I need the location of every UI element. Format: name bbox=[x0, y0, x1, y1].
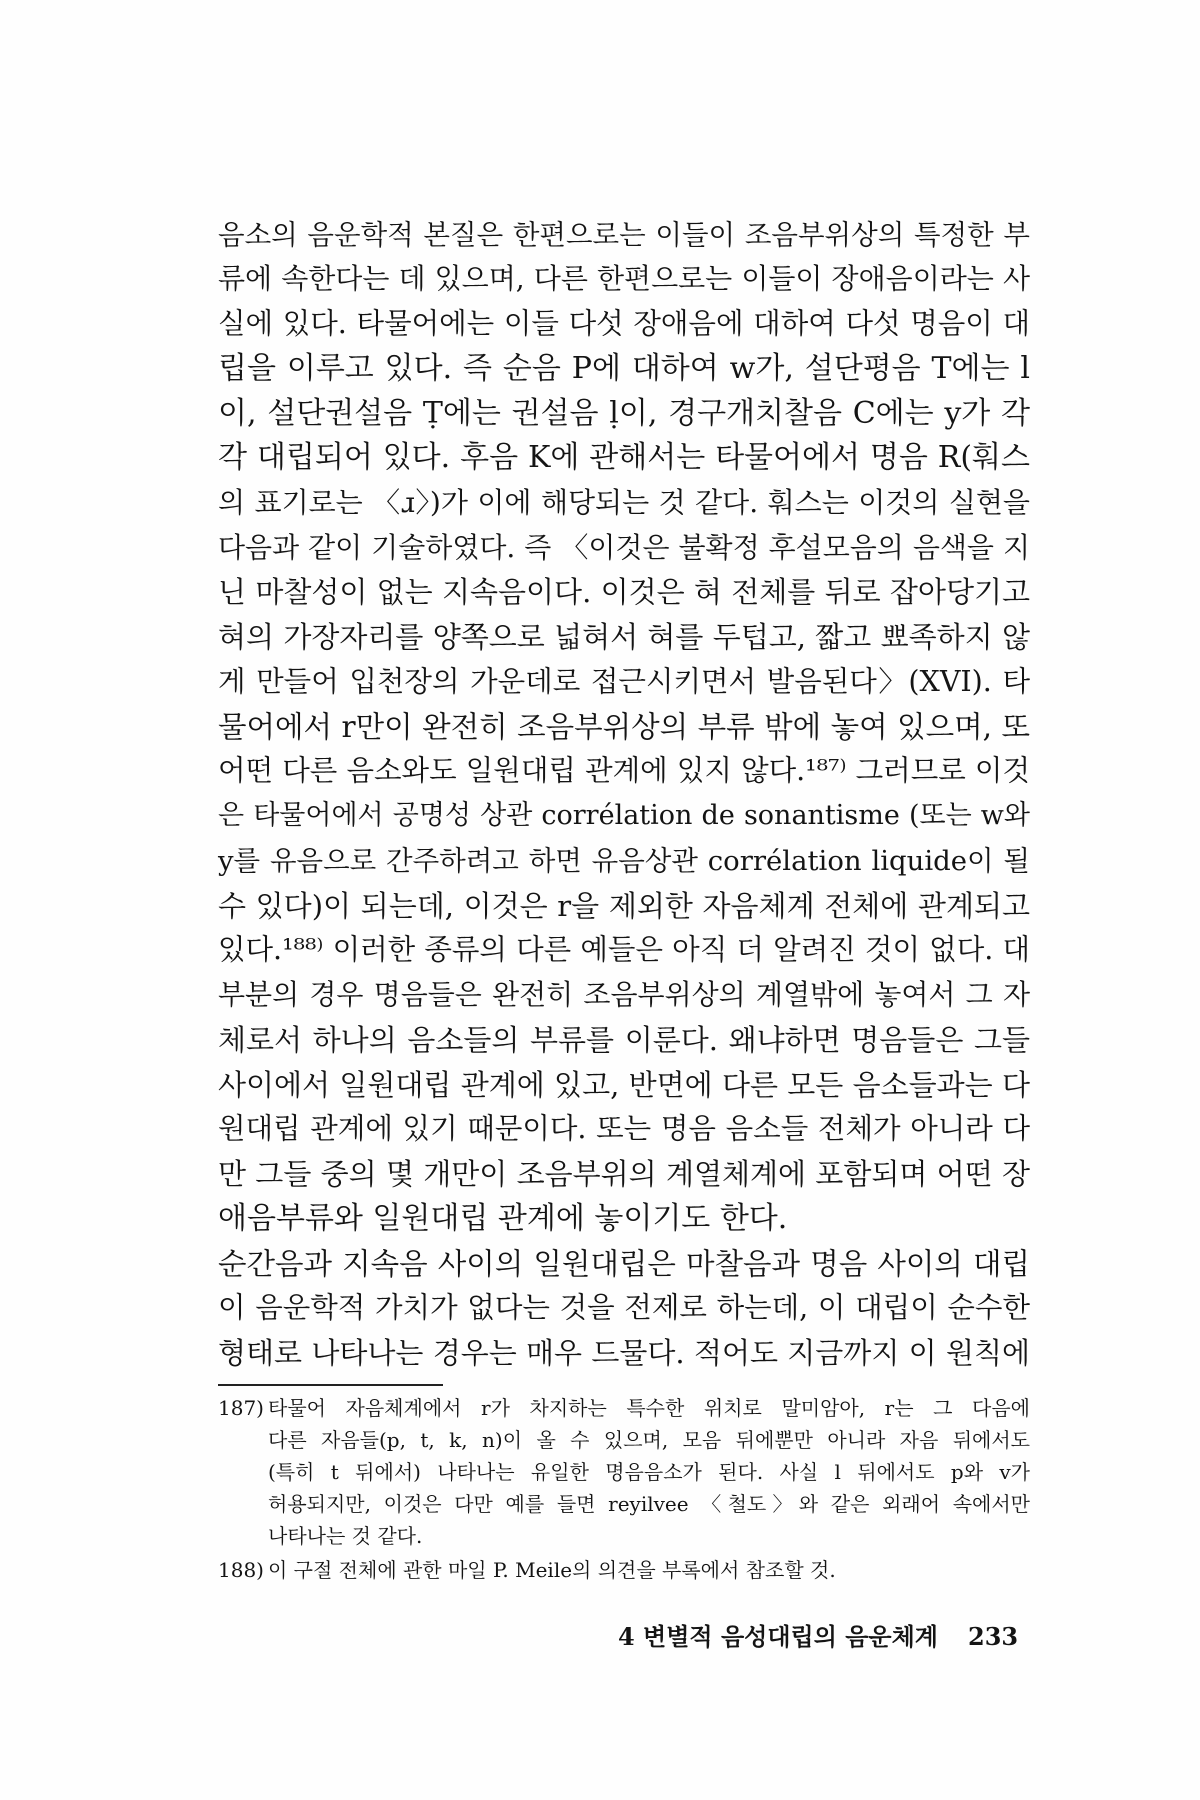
footnote-line: 타물어 자음체계에서 r가 차지하는 특수한 위치로 말미암아, r는 그 다음에 bbox=[268, 1396, 1030, 1420]
body-line: 어떤 다른 음소와도 일원대립 관계에 있지 않다.¹⁸⁷⁾ 그러므로 이것 bbox=[218, 754, 1030, 787]
body-line: 류에 속한다는 데 있으며, 다른 한편으로는 이들이 장애음이라는 사 bbox=[218, 262, 1030, 295]
footnote-number: 188) bbox=[218, 1558, 264, 1582]
body-line: 만 그들 중의 몇 개만이 조음부위의 계열체계에 포함되며 어떤 장 bbox=[218, 1157, 1030, 1191]
page-number: 233 bbox=[968, 1622, 1019, 1651]
body-line: 형태로 나타나는 경우는 매우 드물다. 적어도 지금까지 이 원칙에 bbox=[218, 1336, 1030, 1370]
body-line: 순간음과 지속음 사이의 일원대립은 마찰음과 명음 사이의 대립 bbox=[218, 1247, 1030, 1281]
body-line: 이 음운학적 가치가 없다는 것을 전제로 하는데, 이 대립이 순수한 bbox=[218, 1291, 1030, 1324]
body-line: 은 타물어에서 공명성 상관 corrélation de sonantisme (또는 w와 bbox=[218, 800, 1030, 831]
body-line: 수 있다)이 되는데, 이것은 r을 제외한 자음체계 전체에 관계되고 bbox=[218, 889, 1030, 923]
running-footer-title: 4 변별적 음성대립의 음운체계 bbox=[618, 1622, 938, 1651]
footnote-line: 나타나는 것 같다. bbox=[268, 1524, 423, 1548]
body-line: 음소의 음운학적 본질은 한편으로는 이들이 조음부위상의 특정한 부 bbox=[218, 219, 1030, 251]
body-line: 부분의 경우 명음들은 완전히 조음부위상의 계열밖에 놓여서 그 자 bbox=[218, 978, 1030, 1011]
body-line: 의 표기로는 〈ɹ〉)가 이에 해당되는 것 같다. 훠스는 이것의 실현을 bbox=[218, 486, 1030, 519]
body-line: 원대립 관계에 있기 때문이다. 또는 명음 음소들 전체가 아니라 다 bbox=[218, 1112, 1030, 1145]
body-line: 닌 마찰성이 없는 지속음이다. 이것은 혀 전체를 뒤로 잡아당기고 bbox=[218, 575, 1030, 609]
footnote-number: 187) bbox=[218, 1396, 264, 1420]
footnote-line: 이 구절 전체에 관한 마일 P. Meile의 의견을 부록에서 참조할 것. bbox=[268, 1558, 836, 1582]
body-line: 게 만들어 입천장의 가운데로 접근시키면서 발음된다〉(XVI). 타 bbox=[218, 665, 1030, 698]
body-line: 립을 이루고 있다. 즉 순음 P에 대하여 w가, 설단평음 T에는 l bbox=[218, 351, 1030, 386]
body-line: 다음과 같이 기술하였다. 즉 〈이것은 불확정 후설모음의 음색을 지 bbox=[218, 531, 1030, 564]
body-line: 실에 있다. 타물어에는 이들 다섯 장애음에 대하여 다섯 명음이 대 bbox=[218, 307, 1030, 340]
body-line: 각 대립되어 있다. 후음 K에 관해서는 타물어에서 명음 R(훠스 bbox=[218, 440, 1030, 475]
body-line: 이, 설단권설음 Ṭ에는 권설음 ḷ이, 경구개치찰음 C에는 y가 각 bbox=[218, 396, 1030, 431]
body-line: 사이에서 일원대립 관계에 있고, 반면에 다른 모든 음소들과는 다 bbox=[218, 1068, 1030, 1102]
body-line: 애음부류와 일원대립 관계에 놓이기도 한다. bbox=[218, 1201, 788, 1236]
footnote-separator bbox=[218, 1384, 443, 1386]
footnote-line: 다른 자음들(p, t, k, n)이 올 수 있으며, 모음 뒤에뿐만 아니라 자음 뒤에서도 bbox=[268, 1428, 1030, 1452]
body-line: y를 유음으로 간주하려고 하면 유음상관 corrélation liquide이 될 bbox=[218, 845, 1030, 877]
footnote-line: 허용되지만, 이것은 다만 예를 들면 reyilvee 〈철도〉와 같은 외래어 속에서만 bbox=[268, 1492, 1030, 1516]
body-line: 체로서 하나의 음소들의 부류를 이룬다. 왜냐하면 명음들은 그들 bbox=[218, 1023, 1030, 1057]
body-line: 혀의 가장자리를 양쪽으로 넓혀서 혀를 두텁고, 짧고 뾰족하지 않 bbox=[218, 620, 1030, 654]
body-line: 물어에서 r만이 완전히 조음부위상의 부류 밖에 놓여 있으며, 또 bbox=[218, 710, 1030, 744]
footnote-line: (특히 t 뒤에서) 나타나는 유일한 명음음소가 된다. 사실 l 뒤에서도 p와 v가 bbox=[268, 1460, 1030, 1484]
body-line: 있다.¹⁸⁸⁾ 이러한 종류의 다른 예들은 아직 더 알려진 것이 없다. 대 bbox=[218, 933, 1030, 966]
